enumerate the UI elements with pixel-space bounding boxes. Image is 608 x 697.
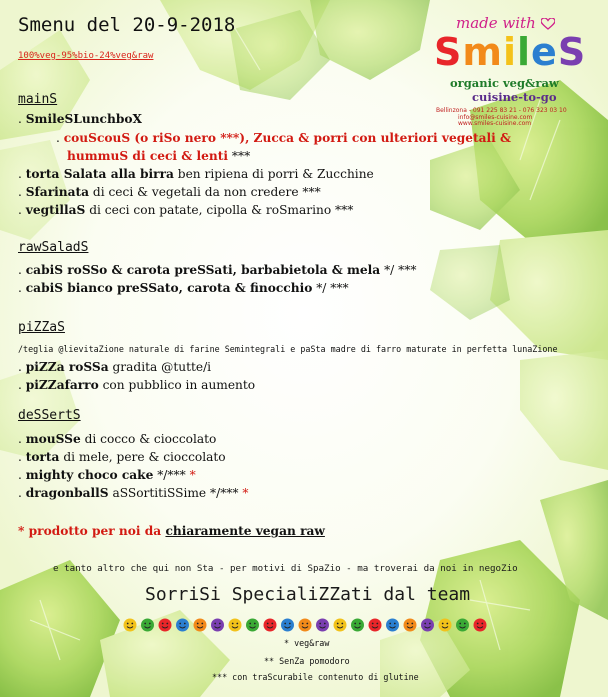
smiley-eye-icon	[464, 623, 466, 625]
vegan-raw-legend: * prodotto per noi da chiaramente vegan raw	[18, 524, 325, 538]
menu-item-sub: . couScouS (o riSo nero ***), Zucca & porri con ulteriori vegetali &	[56, 131, 512, 145]
menu-title: Smenu del 20-9-2018	[18, 14, 236, 36]
legend-star-2: ** SenZa pomodoro	[264, 656, 350, 666]
logo-line-organic: organic veg&raw	[450, 76, 559, 90]
smiley-face-icon	[124, 619, 137, 632]
smiley-row-icon	[122, 616, 492, 634]
heart-icon	[541, 18, 555, 30]
smiley-face-icon	[159, 619, 172, 632]
smiley-eye-icon	[319, 623, 321, 625]
smiley-eye-icon	[131, 623, 133, 625]
smiley-face-icon	[264, 619, 277, 632]
smiley-eye-icon	[179, 623, 181, 625]
brand-letter: S	[557, 30, 587, 74]
smiley-eye-icon	[184, 623, 186, 625]
smiley-eye-icon	[376, 623, 378, 625]
smiley-eye-icon	[249, 623, 251, 625]
smiley-eye-icon	[197, 623, 199, 625]
smiley-eye-icon	[389, 623, 391, 625]
smiley-eye-icon	[341, 623, 343, 625]
brand-letter: l	[517, 30, 532, 74]
menu-item: . piZZafarro con pubblico in aumento	[18, 378, 256, 392]
menu-item: . piZZa roSSa gradita @tutte/i	[18, 360, 212, 374]
menu-item: . dragonballS aSSortitiSSime */*** *	[18, 486, 249, 500]
smiley-face-icon	[281, 619, 294, 632]
smiley-eye-icon	[477, 623, 479, 625]
smiley-eye-icon	[359, 623, 361, 625]
smiley-face-icon	[456, 619, 469, 632]
made-with-text: made with	[456, 14, 555, 32]
logo-line-cuisine: cuisine-to-go	[472, 90, 557, 104]
smiley-face-icon	[421, 619, 434, 632]
smiley-eye-icon	[394, 623, 396, 625]
smiley-face-icon	[316, 619, 329, 632]
brand-wordmark	[434, 30, 586, 74]
legend-star-1: * veg&raw	[284, 638, 330, 648]
smiley-face-icon	[299, 619, 312, 632]
menu-item: . cabiS bianco preSSato, carota & finocchio */ ***	[18, 281, 349, 295]
smiley-face-icon	[474, 619, 487, 632]
menu-item: . torta di mele, pere & cioccolato	[18, 450, 226, 464]
menu-item: . SmileSLunchboX	[18, 112, 142, 126]
smiley-eye-icon	[459, 623, 461, 625]
smiley-face-icon	[369, 619, 382, 632]
brand-letter: i	[502, 30, 518, 74]
legend-star-3: *** con traScurabile contenuto di glutine	[212, 672, 419, 682]
menu-item: . mouSSe di cocco & cioccolato	[18, 432, 217, 446]
smiley-eye-icon	[481, 623, 483, 625]
smiley-face-icon	[176, 619, 189, 632]
smiley-eye-icon	[284, 623, 286, 625]
brand-letter: m	[462, 30, 503, 74]
smiley-eye-icon	[446, 623, 448, 625]
smiley-face-icon	[141, 619, 154, 632]
smiley-eye-icon	[302, 623, 304, 625]
smiley-eye-icon	[236, 623, 238, 625]
brand-letter: e	[531, 30, 558, 74]
smiley-face-icon	[211, 619, 224, 632]
smiley-eye-icon	[324, 623, 326, 625]
smiley-eye-icon	[214, 623, 216, 625]
smiley-face-icon	[229, 619, 242, 632]
smiley-face-icon	[194, 619, 207, 632]
smiley-eye-icon	[354, 623, 356, 625]
smiley-eye-icon	[372, 623, 374, 625]
smiley-eye-icon	[267, 623, 269, 625]
smiley-eye-icon	[162, 623, 164, 625]
smiles-logo	[414, 12, 600, 127]
smiley-face-icon	[386, 619, 399, 632]
menu-item: . torta Salata alla birra ben ripiena di porri & Zucchine	[18, 167, 374, 181]
more-in-store-text: e tanto altro che qui non Sta - per motivi di SpaZio - ma troverai da noi in negoZio	[53, 563, 518, 574]
smiley-eye-icon	[442, 623, 444, 625]
smiley-face-icon	[334, 619, 347, 632]
section-heading-rawsalads: rawSaladS	[18, 240, 89, 255]
smiley-eye-icon	[127, 623, 129, 625]
pizza-note: /teglia @lievitaZione naturale di farine Semintegrali e paSta madre di farro maturate in perfetta lunaZione	[18, 344, 558, 354]
section-heading-desserts: deSSertS	[18, 408, 81, 423]
smiley-eye-icon	[424, 623, 426, 625]
menu-item-sub-cont: hummuS di ceci & lenti ***	[67, 149, 251, 163]
smiley-eye-icon	[254, 623, 256, 625]
smiley-eye-icon	[429, 623, 431, 625]
smiley-eye-icon	[166, 623, 168, 625]
smiley-face-icon	[439, 619, 452, 632]
menu-item: . vegtillaS di ceci con patate, cipolla & roSmarino ***	[18, 203, 354, 217]
menu-tagline: 100%veg-95%bio-24%veg&raw	[18, 51, 154, 61]
logo-line-contact: Bellinzona - 091 225 83 21 - 076 323 03 10	[436, 107, 567, 114]
smiley-face-icon	[351, 619, 364, 632]
smiley-eye-icon	[271, 623, 273, 625]
smiley-eye-icon	[232, 623, 234, 625]
smiley-eye-icon	[337, 623, 339, 625]
smiley-eye-icon	[219, 623, 221, 625]
section-heading-pizzas: piZZaS	[18, 320, 65, 335]
section-heading-mains: mainS	[18, 92, 58, 107]
team-slogan: SorriSi SpecialiZZati dal team	[145, 584, 471, 605]
smiley-eye-icon	[289, 623, 291, 625]
brand-letter: S	[434, 30, 463, 74]
logo-line-email: info@smiles-cuisine.com www.smiles-cuisine.com	[458, 114, 533, 127]
menu-item: . mighty choco cake */*** *	[18, 468, 196, 482]
smiley-eye-icon	[411, 623, 413, 625]
smiley-face-icon	[404, 619, 417, 632]
menu-item: . Sfarinata di ceci & vegetali da non credere ***	[18, 185, 321, 199]
smiley-eye-icon	[144, 623, 146, 625]
smiley-face-icon	[246, 619, 259, 632]
smiley-eye-icon	[149, 623, 151, 625]
menu-item: . cabiS roSSo & carota preSSati, barbabietola & mela */ ***	[18, 263, 417, 277]
smiley-eye-icon	[201, 623, 203, 625]
smiley-eye-icon	[407, 623, 409, 625]
smiley-eye-icon	[306, 623, 308, 625]
